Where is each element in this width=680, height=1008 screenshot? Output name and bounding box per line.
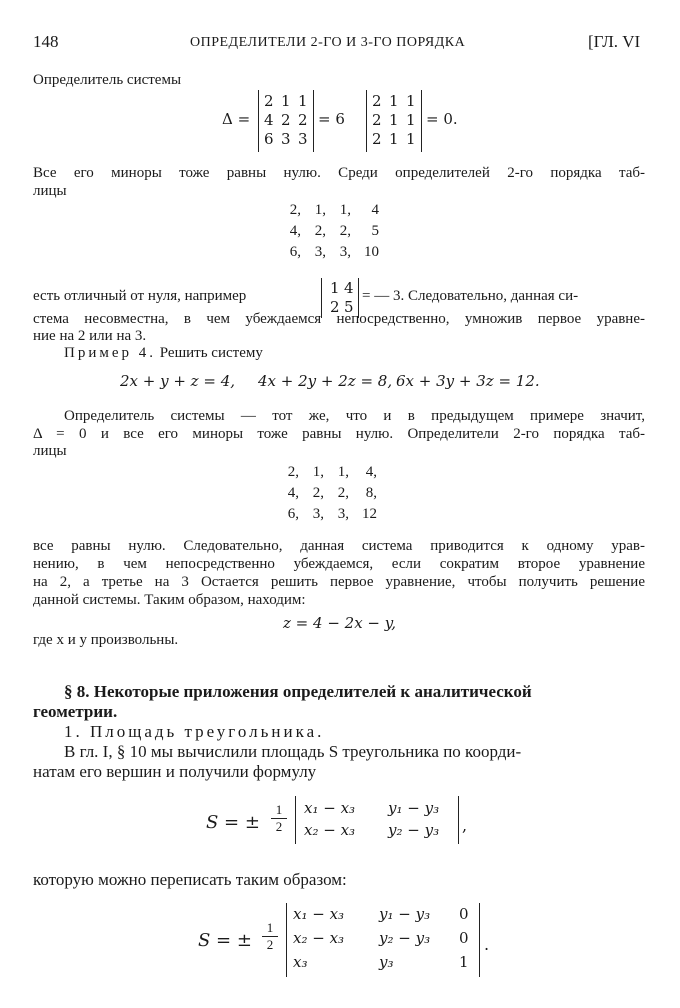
determinant-entry: 2 — [372, 111, 382, 129]
fraction-one-half: $\frac{1}{2}$ — [262, 920, 278, 953]
table-cell: 6, — [287, 506, 299, 522]
determinant-entry: 1 — [298, 92, 308, 110]
paragraph-intro: Определитель системы — [33, 72, 182, 88]
determinant-entry: 0 — [459, 905, 469, 923]
table-cell: 3, — [312, 506, 324, 522]
system-equation-3: 6x + 3y + 3z = 12. — [396, 372, 540, 390]
determinant-entry: 1 — [406, 130, 416, 148]
table-cell: 1, — [339, 202, 351, 218]
determinant-entry: 2 — [330, 298, 340, 316]
section-title: § 8. Некоторые приложения определителей к аналитической — [64, 682, 532, 701]
table-cell: 4, — [289, 223, 301, 239]
table-cell: 12 — [362, 506, 377, 522]
determinant-entry: 1 — [389, 92, 399, 110]
formula-1-comma: , — [462, 816, 468, 835]
paragraph-line: В гл. I, § 10 мы вычислили площадь S треугольника по коорди- — [64, 742, 522, 761]
paragraph-line: на 2, а третье на 3 Остается решить первое уравнение, чтобы получить решение — [33, 574, 645, 590]
determinant-entry: y₁ − y₃ — [388, 799, 440, 817]
paragraph-line: нению, в чем непосредственно убеждаемся, если сократим второе уравнение — [33, 556, 645, 572]
determinant-entry: 4 — [264, 111, 274, 129]
table-cell: 1, — [312, 464, 324, 480]
determinant-entry: y₃ — [379, 953, 394, 971]
determinant-entry: 1 — [281, 92, 291, 110]
table-cell: 2, — [314, 223, 326, 239]
table-cell: 2, — [287, 464, 299, 480]
formula-2-lhs: S = ± — [198, 930, 252, 951]
determinant-entry: y₁ − y₃ — [379, 905, 431, 923]
system-equation-1: 2x + y + z = 4, — [120, 372, 236, 390]
table-cell: 2, — [337, 485, 349, 501]
system-equation-2: 4x + 2y + 2z = 8, — [258, 372, 393, 390]
table-cell: 1, — [314, 202, 326, 218]
determinant-entry: 3 — [298, 130, 308, 148]
paragraph-line: Определитель системы — тот же, что и в предыдущем примере значит, — [64, 408, 645, 424]
paragraph-line: где x и y произвольны. — [33, 632, 179, 648]
determinant-entry: x₃ — [293, 953, 308, 971]
table-cell: 3, — [339, 244, 351, 260]
table-cell: 3, — [337, 506, 349, 522]
example-heading: Пример 4. Решить систему — [64, 345, 263, 361]
paragraph-line: данной системы. Таким образом, находим: — [33, 592, 306, 608]
table-cell: 8, — [365, 485, 377, 501]
table-cell: 2, — [289, 202, 301, 218]
determinant-entry: 2 — [264, 92, 274, 110]
chapter-label: [ГЛ. VI — [588, 32, 641, 51]
running-title: ОПРЕДЕЛИТЕЛИ 2-ГО И 3-ГО ПОРЯДКА — [190, 35, 466, 50]
determinant-2 — [366, 90, 422, 152]
determinant-entry: x₂ − x₃ — [293, 929, 345, 947]
determinant-entry: 2 — [372, 130, 382, 148]
determinant-entry: 3 — [281, 130, 291, 148]
determinant-entry: y₂ − y₃ — [388, 821, 440, 839]
subsection-title: 1. Площадь треугольника. — [64, 722, 325, 741]
table-cell: 4 — [371, 202, 379, 218]
table-cell: 1, — [337, 464, 349, 480]
paragraph-line: которую можно переписать таким образом: — [33, 870, 347, 889]
table-cell: 10 — [364, 244, 379, 260]
paragraph-line: ние на 2 или на 3. — [33, 328, 147, 344]
determinant-entry: 2 — [281, 111, 291, 129]
equals-0: = 0. — [426, 110, 458, 128]
determinant-entry: 5 — [344, 298, 354, 316]
equals-6: = 6 — [318, 110, 345, 128]
formula-1-lhs: S = ± — [206, 812, 260, 833]
determinant-entry: y₂ − y₃ — [379, 929, 431, 947]
determinant-entry: 1 — [406, 92, 416, 110]
table-cell: 6, — [289, 244, 301, 260]
paragraph-line: Δ = 0 и все его миноры тоже равны нулю. Определители 2-го порядка таб- — [33, 426, 645, 442]
determinant-entry: 1 — [406, 111, 416, 129]
determinant-entry: x₂ − x₃ — [304, 821, 356, 839]
determinant-entry: 1 — [330, 279, 340, 297]
paragraph-line: Все его миноры тоже равны нулю. Среди определителей 2-го порядка таб- — [33, 165, 645, 181]
determinant-entry: 2 — [298, 111, 308, 129]
delta-label: Δ = — [222, 110, 251, 128]
determinant-entry: 6 — [264, 130, 274, 148]
paragraph-line: все равны нулю. Следовательно, данная система приводится к одному урав- — [33, 538, 645, 554]
paragraph-line: натам его вершин и получили формулу — [33, 762, 317, 781]
table-cell: 3, — [314, 244, 326, 260]
paragraph-line: есть отличный от нуля, например — [33, 288, 247, 304]
paragraph-line: стема несовместна, в чем убеждаемся непосредственно, умножив первое уравне- — [33, 311, 645, 327]
table-cell: 2, — [312, 485, 324, 501]
table-cell: 4, — [287, 485, 299, 501]
determinant-entry: 4 — [344, 279, 354, 297]
determinant-entry: 1 — [389, 111, 399, 129]
determinant-entry: 1 — [389, 130, 399, 148]
page-number: 148 — [33, 32, 59, 51]
determinant-entry: 0 — [459, 929, 469, 947]
table-cell: 2, — [339, 223, 351, 239]
formula-2-period: . — [484, 935, 490, 954]
section-title: геометрии. — [33, 702, 118, 721]
determinant-entry: x₁ − x₃ — [293, 905, 345, 923]
paragraph-line: = — 3. Следовательно, данная си- — [362, 288, 579, 304]
paragraph-line: лицы — [33, 183, 67, 199]
determinant-entry: 2 — [372, 92, 382, 110]
determinant-entry: x₁ − x₃ — [304, 799, 356, 817]
determinant-1 — [258, 90, 314, 152]
z-formula: z = 4 − 2x − y, — [283, 614, 397, 632]
table-cell: 4, — [365, 464, 377, 480]
determinant-5 — [286, 903, 480, 977]
paragraph-line: лицы — [33, 443, 67, 459]
determinant-4 — [295, 796, 459, 844]
table-cell: 5 — [371, 223, 379, 239]
fraction-one-half: $\frac{1}{2}$ — [271, 802, 287, 835]
determinant-entry: 1 — [459, 953, 469, 971]
